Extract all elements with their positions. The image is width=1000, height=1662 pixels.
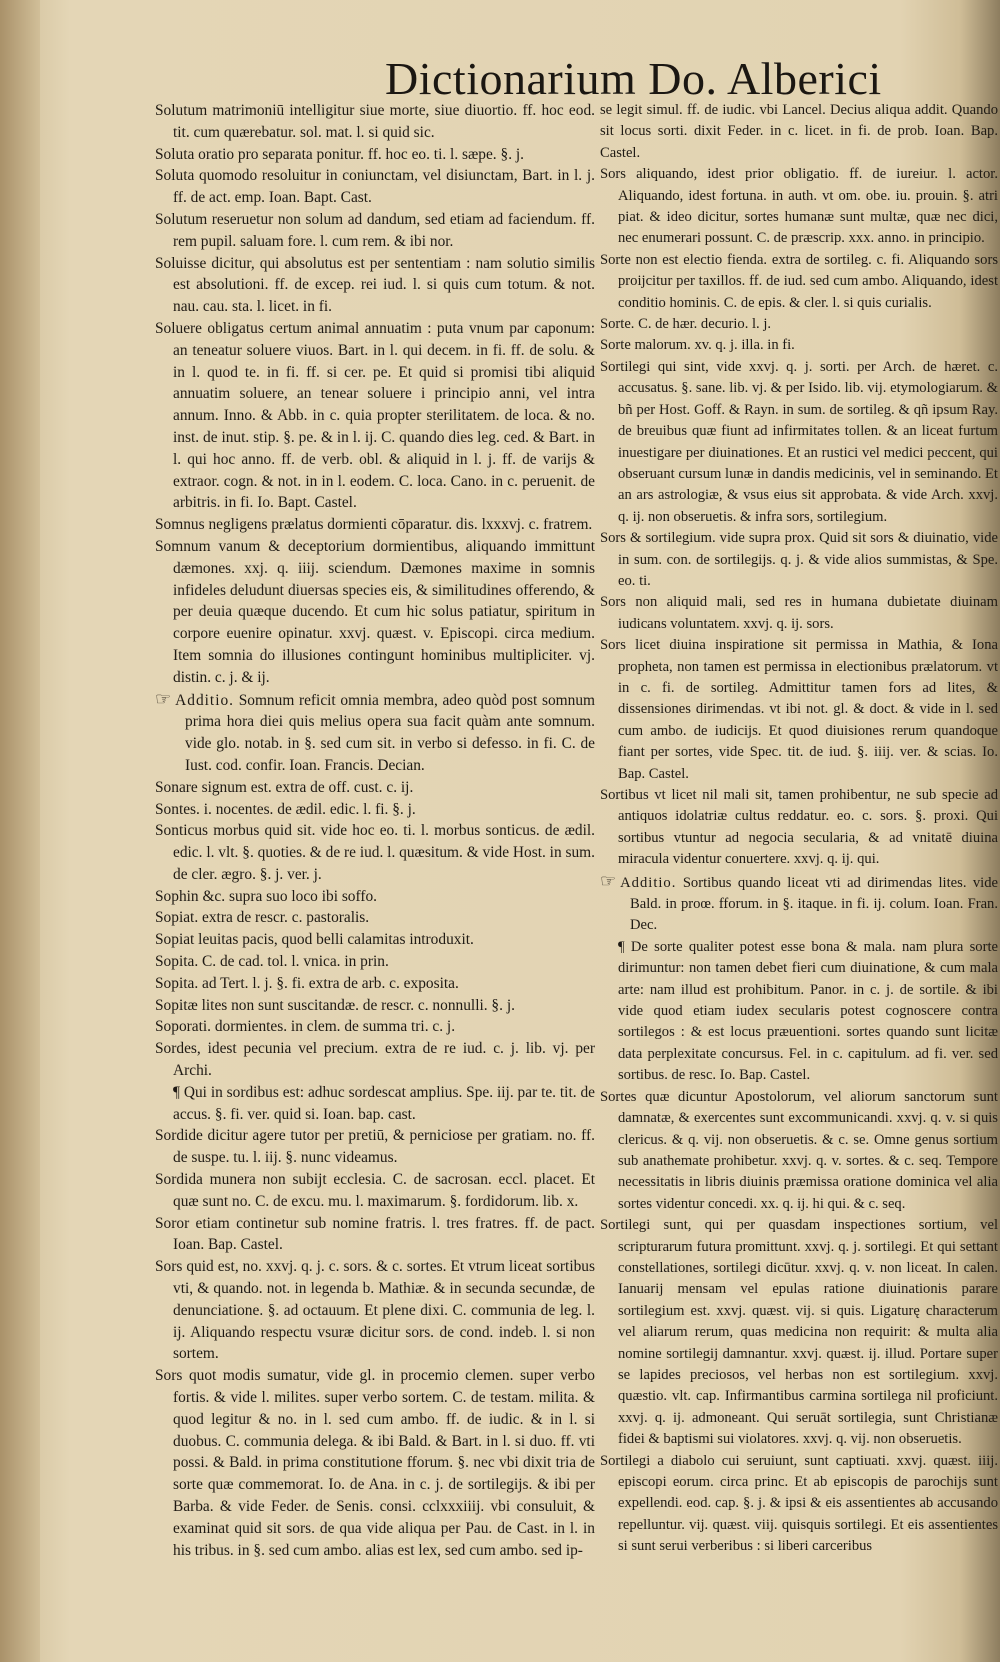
dictionary-entry: Sors licet diuina inspiratione sit permissa in Mathia, & Iona propheta, non tamen est permissa in electionibus prælatorum. vt in c. fi. de sortileg. Admittitur tamen fors ad lites, & dissensiones dirimendas. vt ibi not. gl. & doct. & vide in l. sed cum ambo. de iudicijs. Et quod diuisiones rerum quandoque fiant per sortes, vide Spec. tit. de iud. §. iiij. ver. & scias. Io. Bap. Castel. xyxy=(600,637,998,782)
dictionary-entry: Sonare signum est. extra de off. cust. c. ij. xyxy=(155,778,414,796)
dictionary-entry: Soluisse dicitur, qui absolutus est per sententiam : nam solutio similis est absolutioni. ff. de excep. rei iud. l. si quis cum totum. & not. nau. cau. sta. l. licet. in fi. xyxy=(155,254,595,316)
page-gutter xyxy=(0,0,40,1662)
dictionary-entry: Sortes quæ dicuntur Apostolorum, vel aliorum sanctorum sunt damnatæ, & exercentes sunt excommunicandi. xxvj. q. v. si quis clericus. & q. vij. non obseruetis. & c. se. Omne genus sortium sub anathemate prohibetur. xxvj. q. v. sortes. & c. seq. Tempore necessitatis in libris diuinis præmissa oratione dominica vel alia sortes videntur concedi. xx. q. ij. hi qui. & c. seq. xyxy=(600,1088,998,1212)
pointing-hand-icon: ☞ xyxy=(155,688,172,709)
dictionary-entry: Soror etiam continetur sub nomine fratris. l. tres fratres. ff. de pact. Ioan. Bap. Castel. xyxy=(155,1214,595,1254)
dictionary-entry: Sors quot modis sumatur, vide gl. in procemio clemen. super verbo fortis. & vide l. milites. super verbo sortem. C. de testam. milita. & quod legitur & no. in l. sed cum ambo. ff. de iudic. & in l. si duobus. C. communia delega. & ibi Bald. & Bart. in l. si duo. ff. vti possi. & Bald. in prima constitutione fforum. §. nec vbi dixit tria de sorte quæ commemorat. Io. de Ana. in c. j. de sortilegijs. & ibi per Barba. & vide Feder. de Senis. consi. cclxxxiiij. vbi consuluit, & examinat quid sit sors. de qua vide aliqua per Pau. de Cast. in l. in his tribus. in §. sed cum ambo. alias est lex, sed cum ambo. sed ip- xyxy=(155,1367,595,1559)
dictionary-entry: Solutum matrimoniū intelligitur siue morte, siue diuortio. ff. hoc eod. tit. cum quærebatur. sol. mat. l. si quid sic. xyxy=(155,102,595,141)
dictionary-entry: Sopiat. extra de rescr. c. pastoralis. xyxy=(155,909,370,927)
dictionary-entry: Solutum reseruetur non solum ad dandum, sed etiam ad faciendum. ff. rem pupil. saluam fore. l. cum rem. & ibi nor. xyxy=(155,210,595,250)
dictionary-entry: Sortibus vt licet nil mali sit, tamen prohibentur, ne sub specie ad antiquos idolatriæ cultus reddatur. eo. c. sors. §. proxi. Qui sortibus vtuntur ad negocia secularia, & ad vnitatē diuina miracula videntur conuertere. xxvj. q. ij. qui. xyxy=(600,787,998,868)
dictionary-entry: Sopita. C. de cad. tol. l. vnica. in prin. xyxy=(155,953,389,971)
continued-entry: se legit simul. ff. de iudic. vbi Lancel. Decius aliqua addit. Quando sit locus sorti. dixit Feder. in c. licet. in fi. de prob. Ioan. Bap. Castel. xyxy=(600,102,998,161)
dictionary-entry: Soluta oratio pro separata ponitur. ff. hoc eo. ti. l. sæpe. §. j. xyxy=(155,145,525,163)
additio-entry xyxy=(600,871,998,937)
dictionary-entry: Soluere obligatus certum animal annuatim : puta vnum par caponum: an teneatur soluere viuos. Bart. in l. qui decem. in fi. ff. de solu. & in l. quod te. in fi. ff. si cer. pe. Et quid si promisi tibi aliquid annuatim soluere, an tenear soluere i principio anni, vel intra annum. Inno. & Abb. in c. quia propter sterilitatem. de loca. & no. inst. de inut. stip. §. pe. & in l. ij. C. quando dies leg. ced. & Bart. in l. qui hoc anno. ff. de verb. obl. & aliquid in l. j. ff. de varijs & extraor. cogn. & not. in in l. eodem. C. loca. Cano. in c. peruenit. de arbitris. in fi. Io. Bapt. Castel. xyxy=(155,319,595,512)
additio-label: Additio. xyxy=(620,874,677,891)
dictionary-entry: Sors & sortilegium. vide supra prox. Quid sit sors & diuinatio, vide in sum. con. de sortilegijs. q. j. & vide alios summistas, & Spe. eo. ti. xyxy=(600,530,998,589)
pointing-hand-icon: ☞ xyxy=(600,870,617,891)
dictionary-entry: Sorte malorum. xv. q. j. illa. in fi. xyxy=(600,337,795,354)
dictionary-entry: Somnum vanum & deceptorium dormientibus, aliquando immittunt dæmones. xxj. q. iiij. sciendum. Dæmones maxime in somnis infideles deludunt diuersas species eis, & similitudines offerendo, & per deuia quæque ducendo. Et cum hic solus patiatur, spiritum in corpore euenire opinatur. xxvj. quæst. v. Episcopi. circa medium. Item somnia do illusiones contingunt hominibus multipliciter. vj. distin. c. j. & ij. xyxy=(155,537,595,686)
paragraph-note: ¶ Qui in sordibus est: adhuc sordescat amplius. Spe. iij. par te. tit. de accus. §. fi. ver. quid si. Ioan. bap. cast. xyxy=(173,1083,595,1123)
dictionary-entry: Sors aliquando, idest prior obligatio. ff. de iureiur. l. actor. Aliquando, idest fortuna. in auth. vt om. obe. iu. prouin. §. atri piat. & ideo dicitur, sortes humanæ sunt multæ, quæ nec dici, nec enumerari possunt. C. de præscrip. xxx. anno. in principio. xyxy=(600,166,998,247)
dictionary-entry: Sordida munera non subijt ecclesia. C. de sacrosan. eccl. placet. Et quæ sunt no. C. de excu. mu. l. maximarum. §. fordidorum. lib. x. xyxy=(155,1171,595,1210)
dictionary-entry: Sordes, idest pecunia vel precium. extra de re iud. c. j. lib. vj. per Archi. xyxy=(155,1040,595,1080)
running-head: Dictionarium Do. Alberici xyxy=(385,53,882,104)
dictionary-entry: Sontes. i. nocentes. de ædil. edic. l. fi. §. j. xyxy=(155,800,416,818)
right-column xyxy=(600,100,998,1640)
dictionary-entry: Sorte non est electio fienda. extra de sortileg. c. fi. Aliquando sors proijcitur per taxillos. ff. de iud. sed cum ambo. Aliquando, idest conditio hominis. C. de epis. & cler. l. si quis curialis. xyxy=(600,251,998,311)
additio-text: Somnum reficit omnia membra, adeo quòd post somnum prima hora diei quis melius opera sua facit quàm ante somnum. vide glo. notab. in §. sed cum sit. in verbo si defesso. in fi. C. de Iust. cod. confir. Ioan. Francis. Decian. xyxy=(185,691,595,774)
dictionary-entry: Soporati. dormientes. in clem. de summa tri. c. j. xyxy=(155,1018,456,1036)
dictionary-entry: Sordide dicitur agere tutor per pretiū, & perniciose per gratiam. no. ff. de suspe. tu. l. iij. §. nunc videamus. xyxy=(155,1127,595,1167)
dictionary-entry: Sopitæ lites non sunt suscitandæ. de rescr. c. nonnulli. §. j. xyxy=(155,996,515,1014)
additio-text: Sortibus quando liceat vti ad dirimendas lites. vide Bald. in proœ. fforum. in §. itaque. in fi. ij. colum. Ioan. Fran. Dec. xyxy=(630,874,998,934)
dictionary-entry: Sortilegi qui sint, vide xxvj. q. j. sorti. per Arch. de hæret. c. accusatus. §. sane. lib. vj. & per Isido. lib. vij. etymologiarum. & bñ per Host. Goff. & Rayn. in sum. de sortileg. & qñ ipsum Ray. de breuibus quæ fiunt ad infirmitates tollen. & an liceat furtum inuestigare per diuinationes. Et an rustici vel medici peccent, qui obseruant cursum lunæ in dandis medicinis, vel in seminando. Et an ars astrologiæ, & vsus eius sit approbata. & vide Arch. xxvj. q. ij. non obseruetis. & infra sors, sortilegium. xyxy=(600,358,998,525)
dictionary-entry: Sorte. C. de hær. decurio. l. j. xyxy=(600,316,772,333)
dictionary-entry: Sonticus morbus quid sit. vide hoc eo. ti. l. morbus sonticus. de ædil. edic. l. vlt. §. quoties. & de re iud. l. quæsitum. & vide Host. in sum. de cler. ægro. §. j. ver. j. xyxy=(155,822,595,883)
dictionary-entry: Sors non aliquid mali, sed res in humana dubietate diuinam iudicans voluntatem. xxvj. q. ij. sors. xyxy=(600,594,998,632)
dictionary-entry: Sophin &c. supra suo loco ibi soffo. xyxy=(155,887,378,905)
dictionary-entry: Soluta quomodo resoluitur in coniunctam, vel disiunctam, Bart. in l. j. ff. de act. emp. Ioan. Bapt. Cast. xyxy=(155,167,595,207)
dictionary-entry: Sortilegi sunt, qui per quasdam inspectiones sortium, vel scripturarum futura promittunt. xxvj. q. j. sortilegi. Et qui settant constellationes, sortilegi dicūtur. xxvj. q. v. non liceat. In calen. Ianuarij mensam vel epulas ratione diuinationis parare sortilegium est. xxvj. quæst. vij. si quis. Ligaturę characterum vel aliarum rerum, quas medicina non requirit: & multa alia nomine sortilegij damnantur. xxvj. quæst. ij. illud. Portare super se lapides preciosos, vel herbas non est sortilegium. xxvj. quæstio. vlt. cap. Infirmantibus carmina sortilega nil proficiunt. xxvj. q. ij. admoneant. Qui seruāt sortilegia, sunt Christianæ fidei & baptismi sui violatores. xxvj. q. vij. non obseruetis. xyxy=(600,1217,998,1448)
left-column xyxy=(155,100,595,1640)
dictionary-entry: Sors quid est, no. xxvj. q. j. c. sors. & c. sortes. Et vtrum liceat sortibus vti, & quando. not. in legenda b. Mathiæ. & in secunda secundæ, de denunciatione. §. ad octauum. Et plene dixi. C. communia de leg. l. ij. Aliquando respectu vsuræ dicitur sors. de cond. indeb. l. si non sortem. xyxy=(155,1258,595,1363)
additio-label: Additio. xyxy=(175,691,235,709)
additio-entry xyxy=(155,689,595,777)
dictionary-entry: Sopiat leuitas pacis, quod belli calamitas introduxit. xyxy=(155,931,474,949)
dictionary-entry: Sortilegi a diabolo cui seruiunt, sunt captiuati. xxvj. quæst. iiij. episcopi eorum. circa princ. Et ab episcopis de parochijs sunt expellendi. eod. cap. §. j. & ipsi & eis assentientes ab accusando repelluntur. vij. quæst. viij. quisquis sortilegi. Et eis assentientes si sunt serui verberibus : si liberi carceribus xyxy=(600,1452,998,1555)
paragraph-note: ¶ De sorte qualiter potest esse bona & mala. nam plura sorte dirimuntur: non tamen debet fieri cum diuinatione, & cum mala arte: nam illud est prohibitum. Panor. in c. j. de sortile. & ibi vide quod etiam iudex secularis potest cognoscere contra sortilegos : & est locus præuentioni. sortes quando sunt licitæ data perplexitate concursus. Fel. in c. capitulum. ad fi. ver. sed sortibus. de resc. Io. Bap. Castel. xyxy=(618,938,998,1084)
dictionary-entry: Somnus negligens prælatus dormienti cōparatur. dis. lxxxvj. c. fratrem. xyxy=(155,516,593,534)
dictionary-entry: Sopita. ad Tert. l. j. §. fi. extra de arb. c. exposita. xyxy=(155,974,459,992)
